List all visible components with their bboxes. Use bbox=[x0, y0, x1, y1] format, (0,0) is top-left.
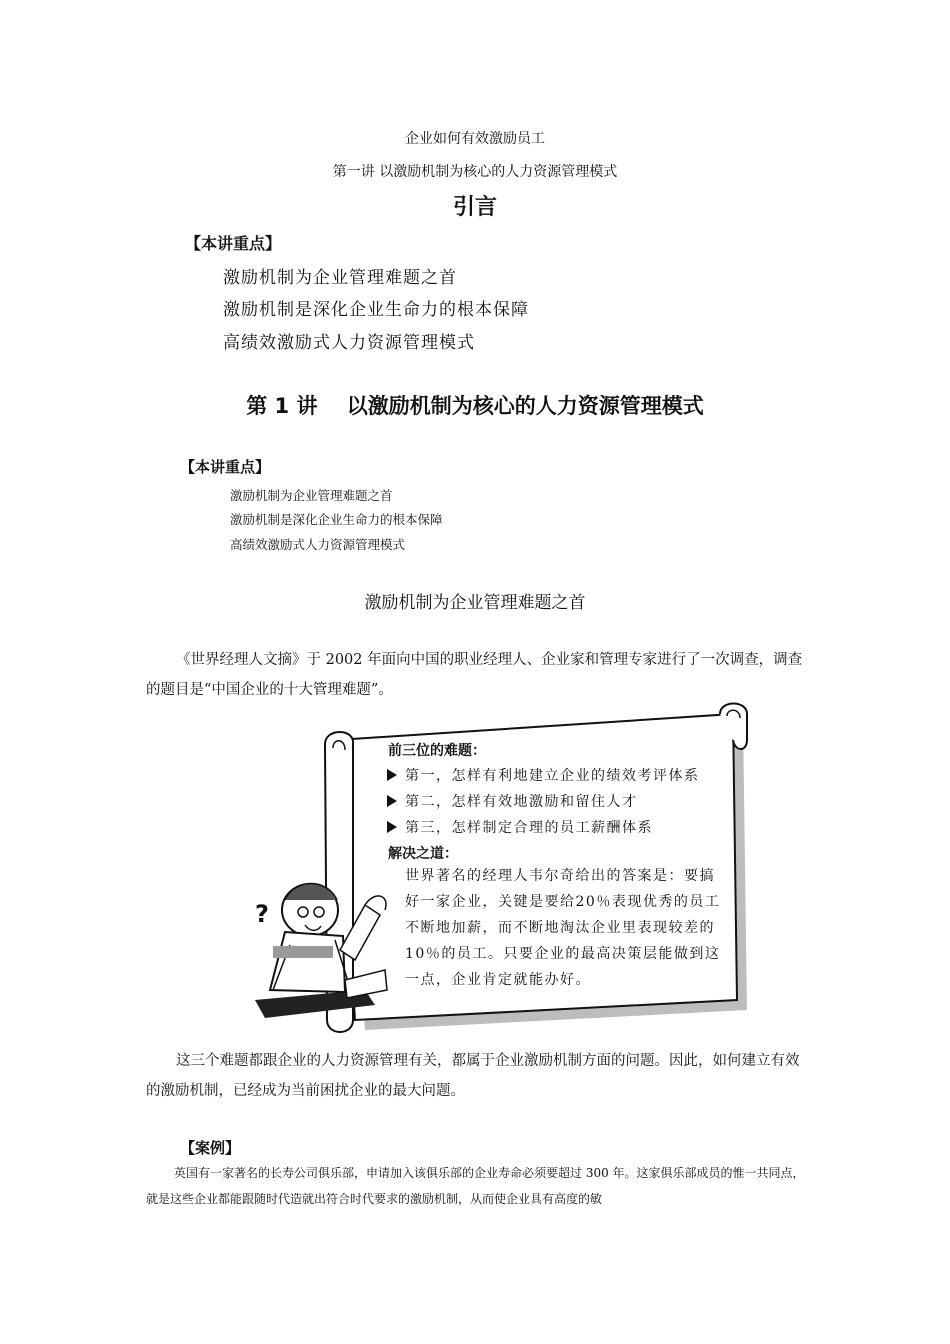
lecture-key-point: 高绩效激励式人力资源管理模式 bbox=[230, 537, 406, 552]
case-text: 英国有一家著名的长寿公司俱乐部，申请加入该俱乐部的企业寿命必须要超过 300 年。这家俱乐部成员的惟一共同点，就是这些企业都能跟随时代造就出符合时代要求的激励机制，从而使企业具有高度的敏 bbox=[146, 1166, 805, 1206]
intro-key-point: 激励机制是深化企业生命力的根本保障 bbox=[223, 300, 529, 320]
arrow-bullet-icon bbox=[387, 821, 397, 833]
solution-label: 解决之道： bbox=[388, 846, 458, 862]
arrow-bullet-icon bbox=[387, 769, 397, 781]
lecture-key-point: 激励机制是深化企业生命力的根本保障 bbox=[230, 512, 443, 527]
intro-key-points-label: 【本讲重点】 bbox=[185, 234, 282, 253]
lecture-line: 第一讲 以激励机制为核心的人力资源管理模式 bbox=[332, 164, 618, 180]
svg-text:?: ? bbox=[255, 900, 269, 928]
paragraph-conclusion: 这三个难题都跟企业的人力资源管理有关，都属于企业激励机制方面的问题。因此，如何建立有效的激励机制，已经成为当前困扰企业的最大问题。 bbox=[146, 1053, 800, 1099]
intro-key-point: 激励机制为企业管理难题之首 bbox=[223, 268, 457, 288]
paragraph-survey: 《世界经理人文摘》于 2002 年面向中国的职业经理人、企业家和管理专家进行了一次调查，调查的题目是“中国企业的十大管理难题”。 bbox=[146, 652, 803, 698]
intro-title: 引言 bbox=[452, 195, 497, 220]
problem-item: 第一，怎样有利地建立企业的绩效考评体系 bbox=[387, 765, 700, 785]
top3-label: 前三位的难题： bbox=[388, 743, 486, 759]
lecture-key-points-label: 【本讲重点】 bbox=[180, 458, 271, 476]
intro-key-point: 高绩效激励式人力资源管理模式 bbox=[223, 333, 475, 353]
lecture-title: 第 1 讲 以激励机制为核心的人力资源管理模式 bbox=[246, 394, 704, 418]
lecture-key-point: 激励机制为企业管理难题之首 bbox=[230, 488, 393, 503]
problem-item: 第三，怎样制定合理的员工薪酬体系 bbox=[387, 817, 653, 837]
solution-text: 世界著名的经理人韦尔奇给出的答案是：要搞好一家企业，关键是要给20％表现优秀的员工不断地加薪，而不断地淘汰企业里表现较差的10％的员工。只要企业的最高决策层能做到这一点，企业肯定就能办好。 bbox=[405, 868, 721, 988]
subsection-title: 激励机制为企业管理难题之首 bbox=[364, 593, 586, 613]
arrow-bullet-icon bbox=[387, 795, 397, 807]
case-label: 【案例】 bbox=[180, 1139, 241, 1157]
problem-item: 第二，怎样有效地激励和留住人才 bbox=[387, 791, 638, 811]
scroll-callout bbox=[215, 700, 760, 1045]
course-title: 企业如何有效激励员工 bbox=[405, 131, 545, 147]
